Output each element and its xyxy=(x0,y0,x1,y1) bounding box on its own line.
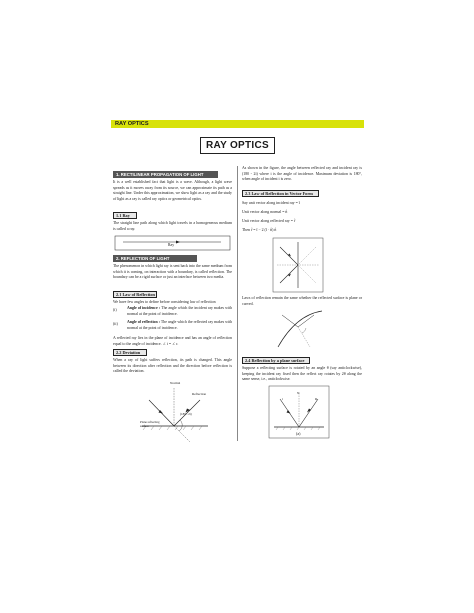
law-item-2-text: The angle which the reflected ray makes with normal at the point of incidence. xyxy=(127,320,233,330)
deviation-angle-arc xyxy=(179,420,182,431)
law-item-1-title: Angle of incidence : xyxy=(127,306,161,310)
vector-line-2: Unit vector along normal = n̂ xyxy=(242,210,288,214)
deviation-paragraph: When a ray of light suffers reflection, its path is changed. This angle between its direction after reflection and the direction before reflection is called the deviation. xyxy=(113,358,232,374)
ray-arrow-icon xyxy=(176,241,180,244)
law-heading: 2.1 Law of Reflection xyxy=(113,291,157,298)
vector-heading: 2.3 Law of Reflection in Vector Form xyxy=(242,190,319,197)
rotation-i-label: i xyxy=(282,397,283,401)
rotation-hatching xyxy=(276,427,320,430)
rotation-incident-arrow-icon xyxy=(287,410,291,414)
reflection-label: Reflection xyxy=(192,392,207,396)
rotation-reflected-ray xyxy=(299,399,318,427)
section-2-paragraph: The phenomenon in which light ray is sent back into the same medium from which it is coming, on interaction with a boundary, is called reflection. The boundary can be a rigid surface or just an interface between two media. xyxy=(113,264,232,280)
section-2-heading: 2. REFLECTION OF LIGHT xyxy=(113,255,197,262)
reflected-unit-arrow-icon xyxy=(288,274,291,277)
ray-paragraph: The straight line path along which light travels in a homogeneous medium is called a ray. xyxy=(113,221,232,231)
rotation-r-label: R xyxy=(315,397,318,401)
incident-unit-arrow-icon xyxy=(288,254,291,257)
vector-line-4: Then r̂ = î − 2 (î · n̂) n̂ xyxy=(242,228,277,232)
section-1-heading: 1. RECTILINEAR PROPAGATION OF LIGHT xyxy=(113,171,218,178)
law-item-2 xyxy=(127,320,232,331)
deviation-angle-label: (180 - 2i) xyxy=(180,412,192,416)
normal-label: Normal xyxy=(170,381,181,385)
vector-line-3: Unit vector along reflected ray = r̂ xyxy=(242,219,296,223)
curved-surface xyxy=(278,311,322,347)
law-paragraph: A reflected ray lies in the plane of incidence and has an angle of reflection equal to the angle of incidence. ∠ i = ∠ r. xyxy=(113,336,232,346)
rotation-n-label: N xyxy=(297,391,300,395)
column-divider xyxy=(237,166,238,441)
rotation-paragraph: Suppose a reflecting surface is rotated by an angle θ (say anticlockwise), keeping the incident ray fixed then the reflect ray rotates by 2θ along the same sense, i.e., anticlockwise. xyxy=(242,366,362,382)
right-intro-paragraph: As shown in the figure, the angle between reflected ray and incident ray is (180 - 2i) where i is the angle of incidence. Maximum deviation is 180°, when angle of incident i is zero. xyxy=(242,166,362,182)
law-item-1-text: The angle which the incident ray makes with normal at the point of incidence. xyxy=(127,306,233,316)
ray-diagram-label: Ray xyxy=(168,243,175,247)
curved-angle-arc xyxy=(302,328,306,333)
curved-incident-ray xyxy=(282,315,298,327)
section-1-paragraph: It is a well established fact that light is a wave. Although, a light wave spreads as it moves away from its source, we can approximate its path as a straight line. Under this approximation, we show light as a ray and the study of light as a ray is called ray optics or geometrical optics. xyxy=(113,180,232,201)
law-item-1 xyxy=(127,306,232,317)
law-item-2-title: Angle of reflection : xyxy=(127,320,160,324)
ray-heading: 1.1 Ray xyxy=(113,212,137,219)
deviation-diagram xyxy=(134,378,216,442)
header-label: RAY OPTICS xyxy=(115,121,149,127)
page-title-text: RAY OPTICS xyxy=(205,140,270,151)
deviation-heading: 2.2 Deviation xyxy=(113,349,147,356)
rotation-heading: 2.4 Reflection by a plane surface xyxy=(242,357,310,364)
curved-normal xyxy=(298,327,310,347)
curved-mirror-diagram xyxy=(272,307,324,352)
surface-label: Plane reflecting surface xyxy=(140,420,160,428)
law-intro: We have few angles to define before considering law of reflection xyxy=(113,300,216,304)
extended-ray xyxy=(174,426,190,442)
vector-line-1: Say unit vector along incident ray = î xyxy=(242,201,300,205)
curved-surface-paragraph: Laws of reflection remain the same whether the reflected surface is plane or curved. xyxy=(242,296,362,306)
page-title xyxy=(200,137,275,154)
law-item-2-number: (ii) xyxy=(113,322,118,326)
vector-diagram xyxy=(272,237,324,293)
rotation-caption: (a) xyxy=(296,431,301,436)
law-item-1-number: (i) xyxy=(113,308,117,312)
